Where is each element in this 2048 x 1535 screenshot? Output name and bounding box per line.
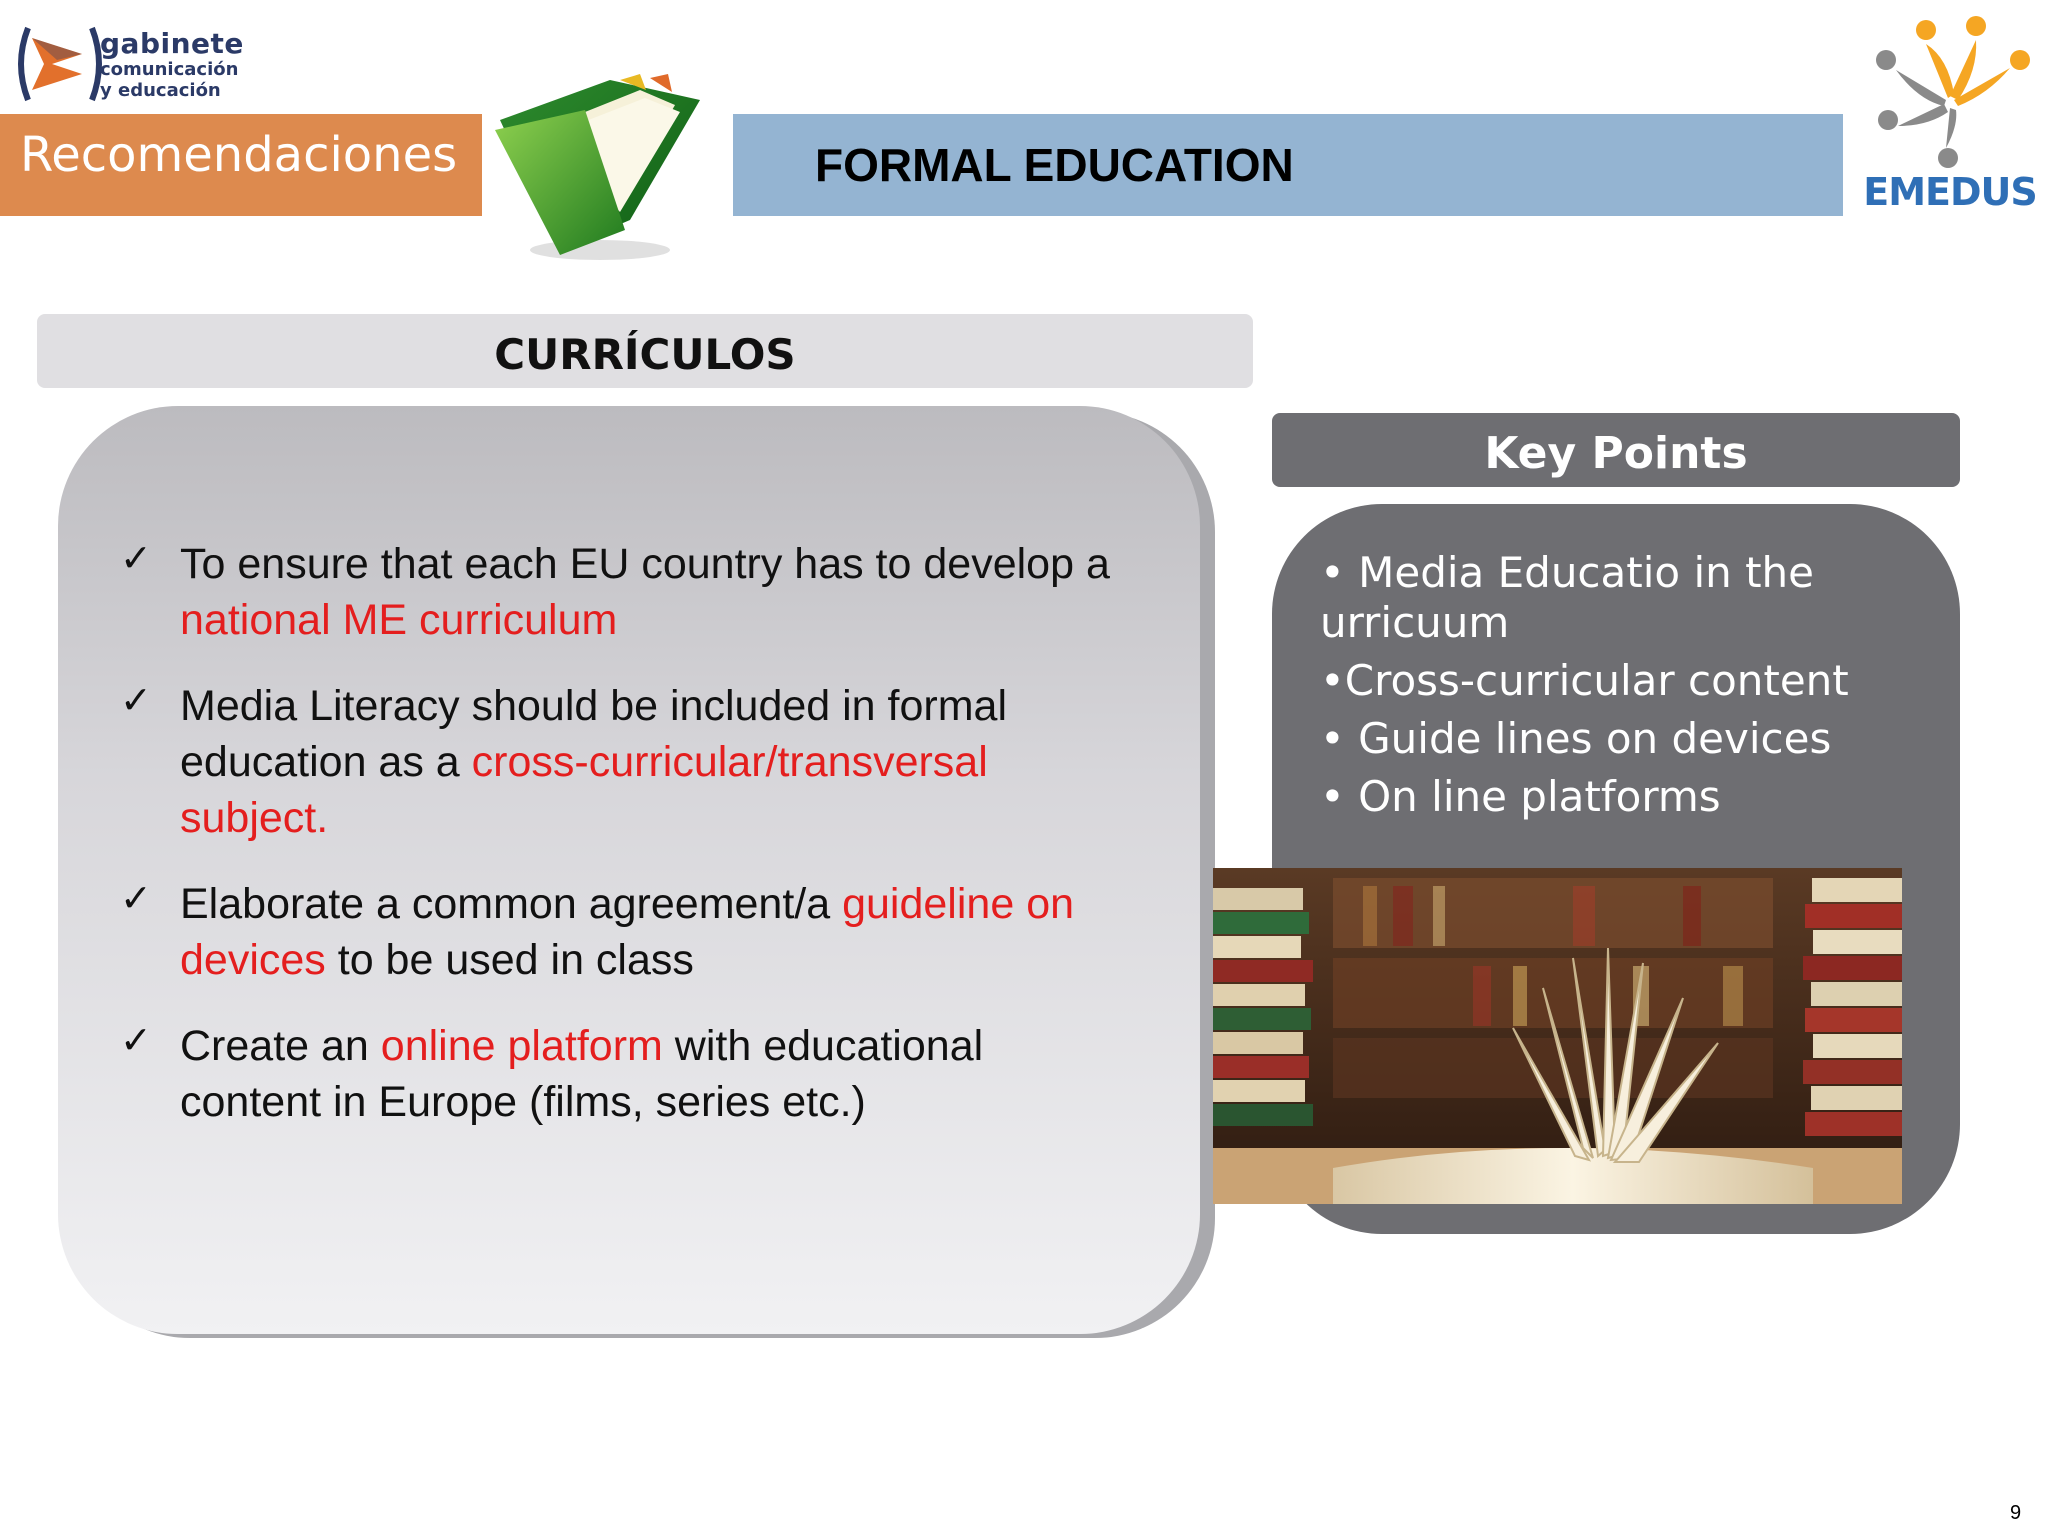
- key-point-item: • On line platforms: [1320, 772, 1721, 821]
- point-text-after: to be used in class: [325, 936, 694, 984]
- key-points-heading: Key Points: [1272, 413, 1960, 487]
- key-point-item: • Media Educatio in the urricuum: [1320, 548, 1815, 647]
- point-text: Elaborate a common agreement/a: [180, 880, 843, 928]
- point-text: To ensure that each EU country has to develop a: [180, 540, 1110, 588]
- point-text: Create an: [180, 1022, 381, 1070]
- point-highlight: online platform: [380, 1022, 663, 1070]
- library-books-image: [1213, 868, 1902, 1204]
- page-title: FORMAL EDUCATION: [733, 114, 1843, 216]
- list-item: [120, 536, 1120, 648]
- point-text-after: with educational content in Europe (films, series etc.): [180, 1022, 984, 1126]
- logo-line-1: gabinete: [100, 27, 244, 60]
- gabinete-logo-text: [100, 27, 244, 101]
- list-item: [120, 678, 1120, 846]
- point-text: Media Literacy should be included in formal education as a: [180, 682, 1008, 786]
- page-number: 9: [2010, 1502, 2022, 1524]
- curriculos-points: [120, 536, 1120, 1160]
- checkmark-icon: ✓: [120, 678, 152, 722]
- emedus-logo-text: EMEDUS: [1863, 170, 2037, 214]
- key-points-list: [1320, 548, 1940, 830]
- checkmark-icon: ✓: [120, 1018, 152, 1062]
- list-item: [120, 1018, 1120, 1130]
- key-point-item: • Guide lines on devices: [1320, 714, 1832, 763]
- point-highlight: guideline on devices: [180, 880, 1075, 984]
- logo-line-3: y educación: [100, 80, 221, 101]
- key-point-item: •Cross-curricular content: [1320, 656, 1849, 705]
- list-item: [120, 876, 1120, 988]
- checkmark-icon: ✓: [120, 876, 152, 920]
- folder-icon: [490, 60, 716, 270]
- section-label: Recomendaciones: [0, 114, 482, 216]
- checkmark-icon: ✓: [120, 536, 152, 580]
- point-highlight: cross-curricular/transversal subject.: [180, 738, 988, 842]
- logo-line-2: comunicación: [100, 59, 239, 80]
- curriculos-heading: CURRÍCULOS: [37, 314, 1253, 388]
- point-highlight: national ME curriculum: [180, 596, 618, 644]
